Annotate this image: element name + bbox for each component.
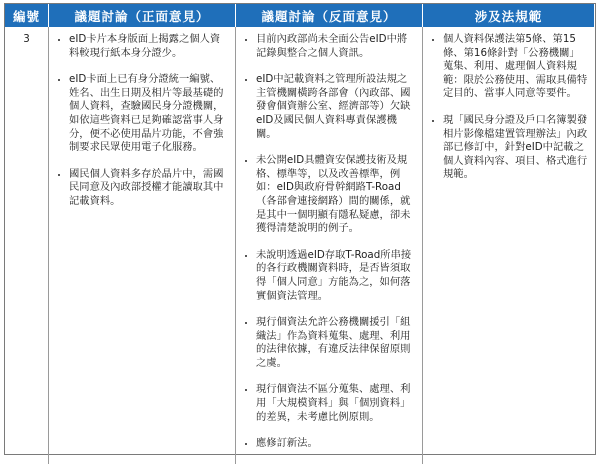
- regulation-item: • 現「國民身分證及戶口名簿製發相片影像檔建置管理辦法」內政部已修訂中，針對eID中記載之個人資料內容、項目、格式進行規範。: [443, 114, 589, 182]
- negative-opinion-item: • 未公開eID具體資安保護技術及規格、標準等，以及改善標準，例如：eID與政府骨幹網路T-Road（各部會連接網路）間的關係，就是其中一個明顯有隱私疑慮，卻未獲得清楚說明的例子。: [256, 154, 416, 236]
- header-positive-opinions: 議題討論（正面意見）: [49, 4, 236, 27]
- header-regulations: 涉及法規範: [423, 4, 595, 27]
- positive-opinion-item: • 國民個人資料多存於晶片中，需國民同意及內政部授權才能讀取其中記載資料。: [69, 168, 229, 209]
- negative-opinion-item: • eID中記載資料之管理所設法規之主管機關橫跨各部會（內政部、國發會個資辦公室、經濟部等）欠缺eID及國民個人資料專責保護機關。: [256, 73, 416, 141]
- negative-opinions-list: [240, 33, 416, 451]
- header-number: 編號: [5, 4, 49, 27]
- negative-opinions-cell: [236, 27, 423, 464]
- negative-opinion-item: • 現行個資法不區分蒐集、處理、利用「大規模資料」與「個別資料」的差異，未考慮比例原則。: [256, 383, 416, 424]
- negative-opinion-item: • 未說明透過eID存取T-Road所串接的各行政機關資料時，是否皆須取得「個人同意」方能為之，如何落實個資法管理。: [256, 249, 416, 303]
- positive-opinions-list: [53, 33, 229, 209]
- negative-opinion-item: • 應修訂新法。: [256, 437, 416, 451]
- positive-opinion-item: • eID卡片本身版面上揭露之個人資料較現行紙本身分證少。: [69, 33, 229, 60]
- positive-opinion-item: • eID卡面上已有身分證統一編號、姓名、出生日期及相片等最基礎的個人資料，查驗國民身分證機關，如依這些資料已足夠確認當事人身分，便不必使用晶片功能，不會強制要求民眾使用電子化服務。: [69, 73, 229, 155]
- negative-opinion-item: • 現行個資法允許公務機關援引「組織法」作為資料蒐集、處理、利用的法律依據，有違反法律保留原則之虞。: [256, 316, 416, 370]
- regulation-item: • 個人資料保護法第5條、第15條、第16條針對「公務機關」蒐集、利用、處理個人資料規範：限於公務使用、需取具備特定目的、當事人同意等要件。: [443, 33, 589, 101]
- issues-table: [4, 3, 596, 455]
- regulations-cell: [423, 27, 595, 464]
- row-number: 3: [23, 33, 30, 45]
- header-negative-opinions: 議題討論（反面意見）: [236, 4, 423, 27]
- regulations-list: [427, 33, 589, 182]
- negative-opinion-item: • 目前內政部尚未全面公告eID中將記錄與整合之個人資訊。: [256, 33, 416, 60]
- positive-opinions-cell: [49, 27, 236, 464]
- row-number-cell: [5, 27, 49, 464]
